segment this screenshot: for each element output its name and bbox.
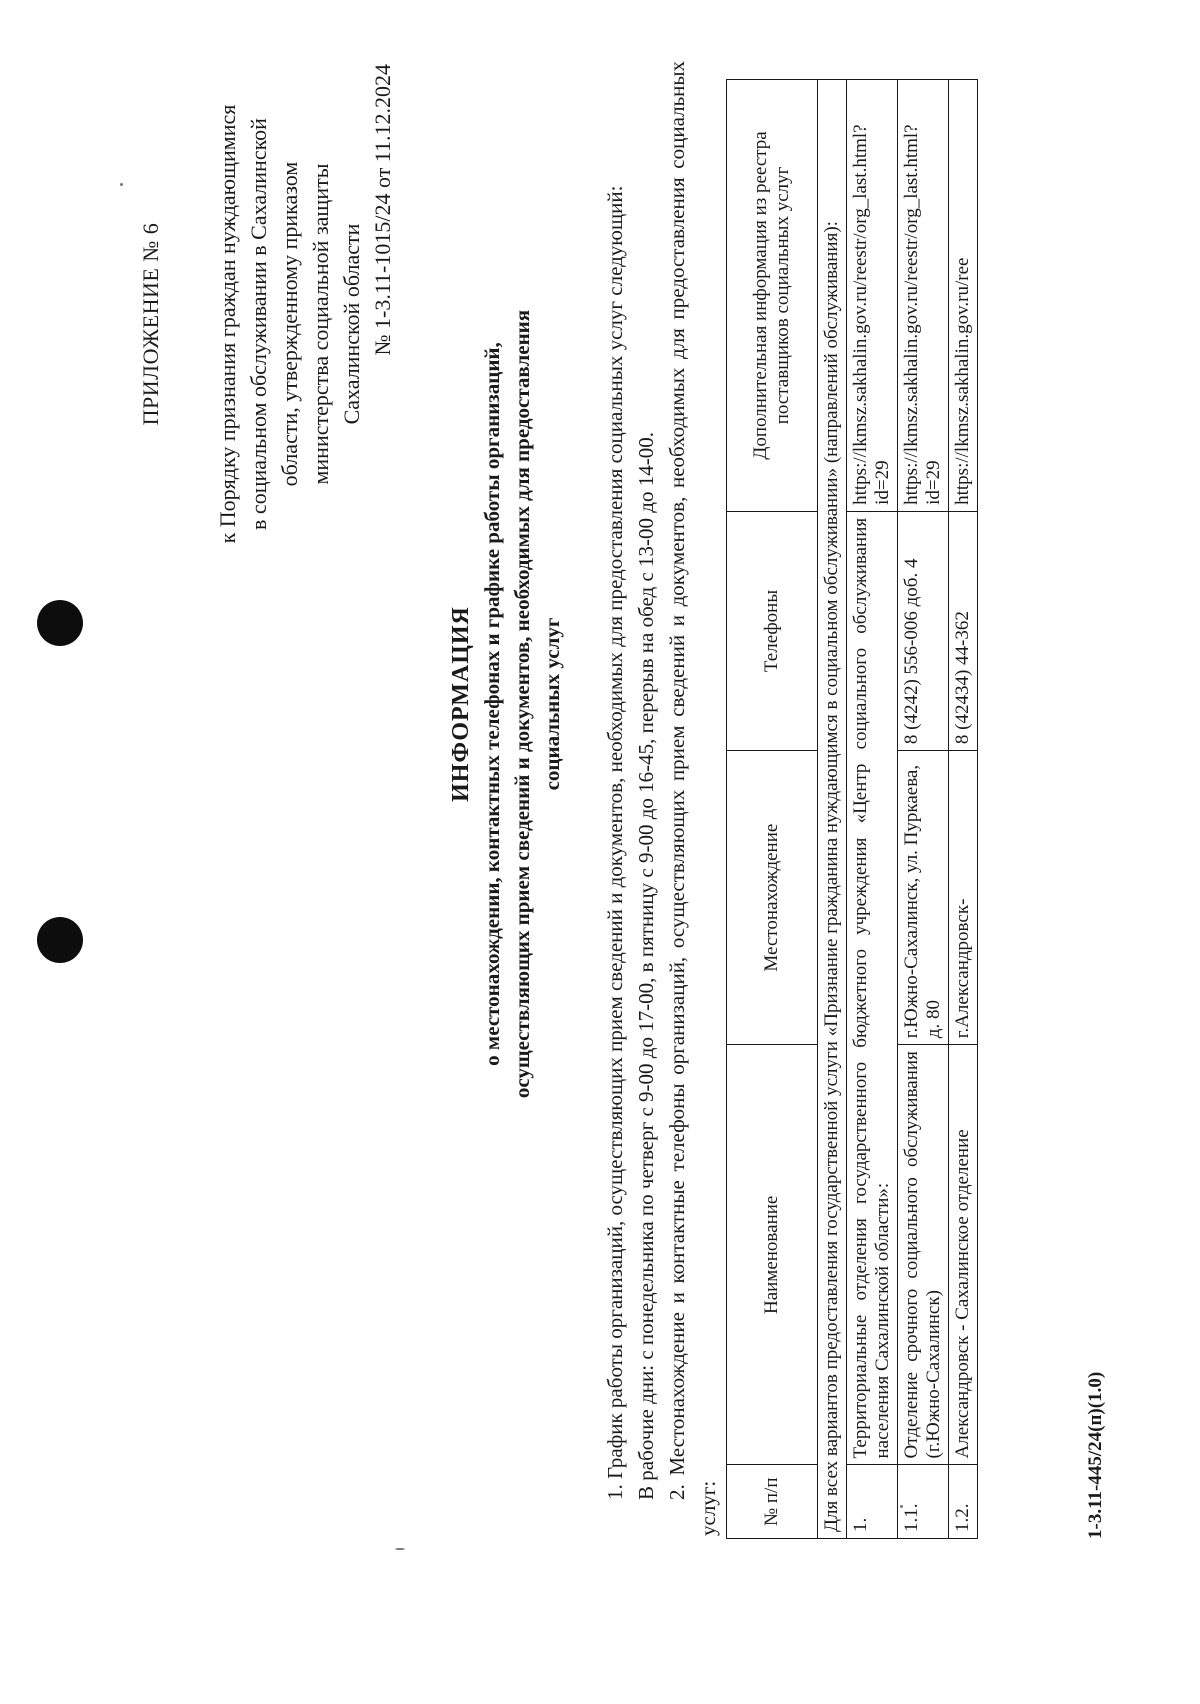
- row-info-link[interactable]: https://lkmsz.sakhalin.gov.ru/reestr/org_last.html?id=29: [847, 80, 898, 512]
- header-address: Местонахождение: [727, 751, 818, 1045]
- row-address: г.Южно-Сахалинск, ул. Пуркаева, д. 80: [898, 751, 949, 1045]
- appendix-line: области, утвержденному приказом: [277, 161, 302, 487]
- table-header-row: [727, 80, 818, 1539]
- organizations-table: [726, 79, 978, 1539]
- row-number: 1.2.: [949, 1465, 978, 1539]
- appendix-title: ПРИЛОЖЕНИЕ № 6: [138, 222, 163, 426]
- row-name: Александровск - Сахалинское отделение: [949, 1045, 978, 1465]
- header-number: № п/п: [727, 1465, 818, 1539]
- heading-subtitle-line: социальных услуг: [540, 617, 564, 791]
- row-info-link[interactable]: https://lkmsz.sakhalin.gov.ru/ree: [949, 80, 978, 512]
- document-heading: [445, 264, 567, 1144]
- row-phone: 8 (42434) 44-362: [949, 511, 978, 750]
- heading-subtitle-line: о местонахождении, контактных телефонах и графике работы организаций,: [480, 342, 504, 1066]
- section-title: Для всех вариантов предоставления государственной услуги «Признание гражданина нуждающимся в социальном обслуживании» (направлений обслуживания):: [818, 80, 847, 1539]
- row-number: 1.1.: [898, 1465, 949, 1539]
- body-text: [600, 61, 724, 1536]
- table-row: [847, 80, 898, 1539]
- table-section-row: [818, 80, 847, 1539]
- appendix-line: к Порядку признания граждан нуждающимися: [215, 104, 240, 544]
- appendix-line: Сахалинской области: [339, 223, 364, 425]
- row-name: Территориальные отделения государственного бюджетного учреждения «Центр социального обслуживания населения Сахалинской области»:: [847, 511, 898, 1465]
- header-name: Наименование: [727, 1045, 818, 1465]
- heading-subtitle-line: осуществляющих прием сведений и документов, необходимых для предоставления: [510, 309, 534, 1099]
- appendix-line: министерства социальной защиты: [308, 163, 333, 485]
- appendix-line: в социальном обслуживании в Сахалинской: [246, 118, 271, 530]
- heading-title: ИНФОРМАЦИЯ: [448, 606, 474, 802]
- paragraph-working-hours: В рабочие дни: с понедельника по четверг с 9-00 до 17-00, в пятницу с 9-00 до 16-45, перерыв на обед с 13-00 до 14-00.: [634, 432, 658, 1500]
- paragraph-locations: 2. Местонахождение и контактные телефоны организаций, осуществляющих прием сведений и документов, необходимых для предоставления социальных услуг:: [665, 61, 720, 1536]
- order-number: № 1-3.11-1015/24 от 11.12.2024: [370, 64, 395, 356]
- appendix-block: [135, 64, 398, 584]
- row-info-link[interactable]: https://lkmsz.sakhalin.gov.ru/reestr/org_last.html?id=29: [898, 80, 949, 512]
- row-address: г.Александровск-: [949, 751, 978, 1045]
- document-code: 1-3.11-445/24(п)(1.0): [1085, 1371, 1106, 1539]
- table-row: [898, 80, 949, 1539]
- table-row: [949, 80, 978, 1539]
- row-number: 1.: [847, 1465, 898, 1539]
- row-phone: 8 (4242) 556-006 доб. 4: [898, 511, 949, 750]
- row-name: Отделение срочного социального обслуживания (г.Южно-Сахалинск): [898, 1045, 949, 1465]
- paragraph-schedule: 1. График работы организаций, осуществляющих прием сведений и документов, необходимых для предоставления социальных услуг следующий:: [603, 185, 627, 1500]
- header-info: Дополнительная информация из реестра поставщиков социальных услуг: [727, 80, 818, 512]
- header-phones: Телефоны: [727, 511, 818, 750]
